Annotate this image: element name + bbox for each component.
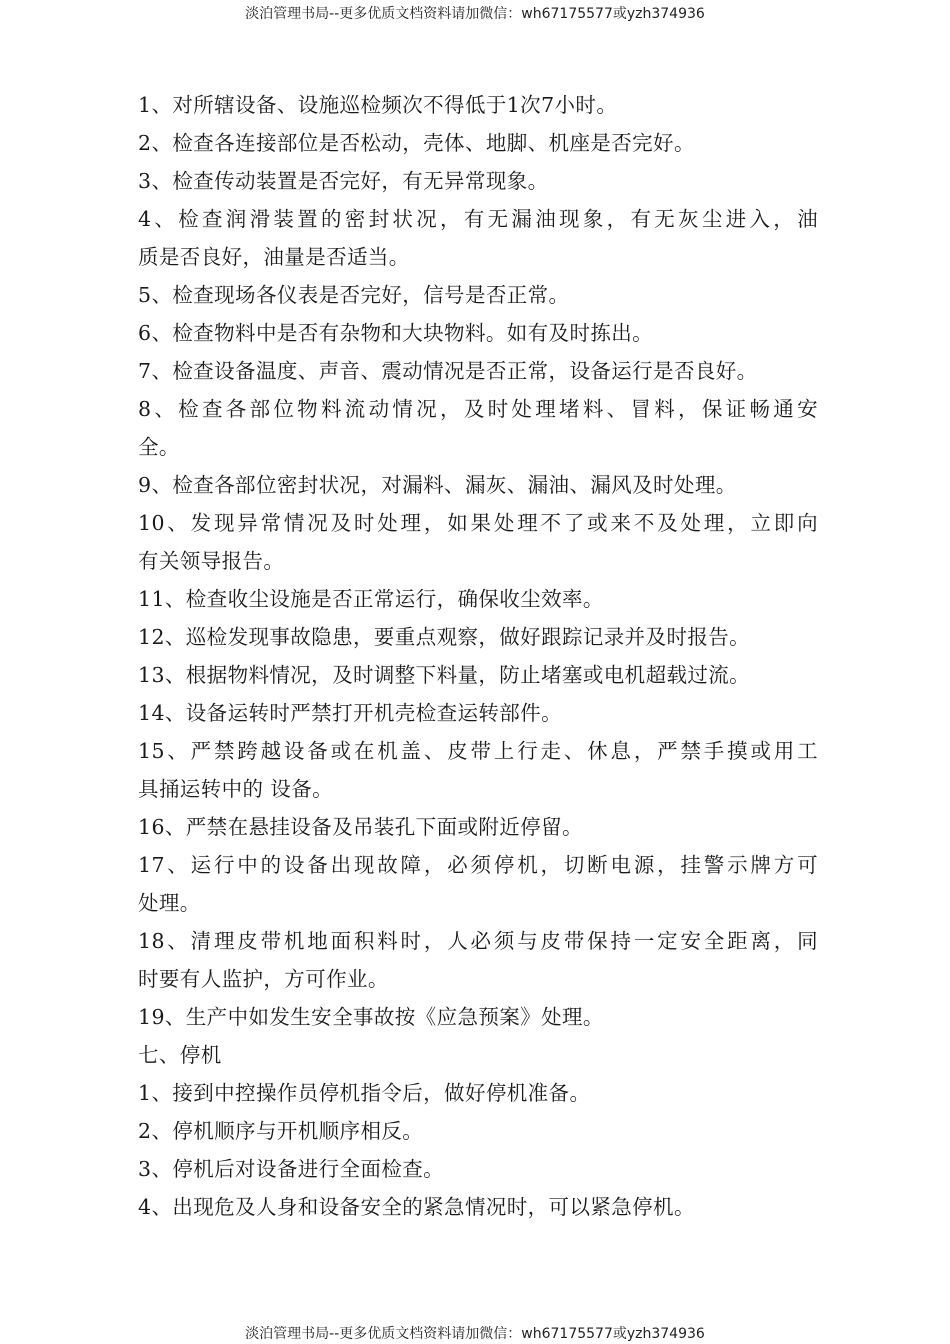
text-line: 12、巡检发现事故隐患，要重点观察，做好跟踪记录并及时报告。 (138, 625, 751, 649)
text-line: 10、发现异常情况及时处理，如果处理不了或来不及处理，立即向 (138, 511, 818, 535)
text-line: 4、检查润滑装置的密封状况，有无漏油现象，有无灰尘进入，油 (138, 207, 818, 231)
text-line: 全。 (138, 435, 180, 459)
page-header: 淡泊管理书局--更多优质文档资料请加微信：wh67175577或yzh374936 (245, 6, 705, 22)
text-line: 14、设备运转时严禁打开机壳检查运转部件。 (138, 701, 562, 725)
text-line: 1、接到中控操作员停机指令后，做好停机准备。 (138, 1081, 591, 1105)
text-line: 16、严禁在悬挂设备及吊装孔下面或附近停留。 (138, 815, 583, 839)
page-footer: 淡泊管理书局--更多优质文档资料请加微信：wh67175577或yzh374936 (245, 1326, 705, 1342)
text-line: 11、检查收尘设施是否正常运行，确保收尘效率。 (138, 587, 604, 611)
text-line: 2、检查各连接部位是否松动，壳体、地脚、机座是否完好。 (138, 131, 695, 155)
text-line: 3、停机后对设备进行全面检查。 (138, 1157, 445, 1181)
text-line: 2、停机顺序与开机顺序相反。 (138, 1119, 424, 1143)
text-line: 有关领导报告。 (138, 549, 285, 573)
text-line: 质是否良好，油量是否适当。 (138, 245, 410, 269)
section-heading: 七、停机 (138, 1043, 222, 1067)
text-line: 8、检查各部位物料流动情况，及时处理堵料、冒料，保证畅通安 (138, 397, 818, 421)
text-line: 7、检查设备温度、声音、震动情况是否正常，设备运行是否良好。 (138, 359, 758, 383)
text-line: 5、检查现场各仪表是否完好，信号是否正常。 (138, 283, 570, 307)
text-line: 13、根据物料情况，及时调整下料量，防止堵塞或电机超载过流。 (138, 663, 751, 687)
text-line: 3、检查传动装置是否完好，有无异常现象。 (138, 169, 549, 193)
text-line: 9、检查各部位密封状况，对漏料、漏灰、漏油、漏风及时处理。 (138, 473, 737, 497)
text-line: 具捅运转中的 设备。 (138, 777, 334, 801)
text-line: 15、严禁跨越设备或在机盖、皮带上行走、休息，严禁手摸或用工 (138, 739, 818, 763)
text-line: 19、生产中如发生安全事故按《应急预案》处理。 (138, 1005, 604, 1029)
text-line: 4、出现危及人身和设备安全的紧急情况时，可以紧急停机。 (138, 1195, 695, 1219)
text-line: 18、清理皮带机地面积料时，人必须与皮带保持一定安全距离，同 (138, 929, 818, 953)
text-line: 处理。 (138, 891, 201, 915)
text-line: 1、对所辖设备、设施巡检频次不得低于1次7小时。 (138, 93, 618, 117)
text-line: 6、检查物料中是否有杂物和大块物料。如有及时拣出。 (138, 321, 654, 345)
text-line: 时要有人监护，方可作业。 (138, 967, 389, 991)
document-body (138, 86, 818, 1226)
text-line: 17、运行中的设备出现故障，必须停机，切断电源，挂警示牌方可 (138, 853, 818, 877)
